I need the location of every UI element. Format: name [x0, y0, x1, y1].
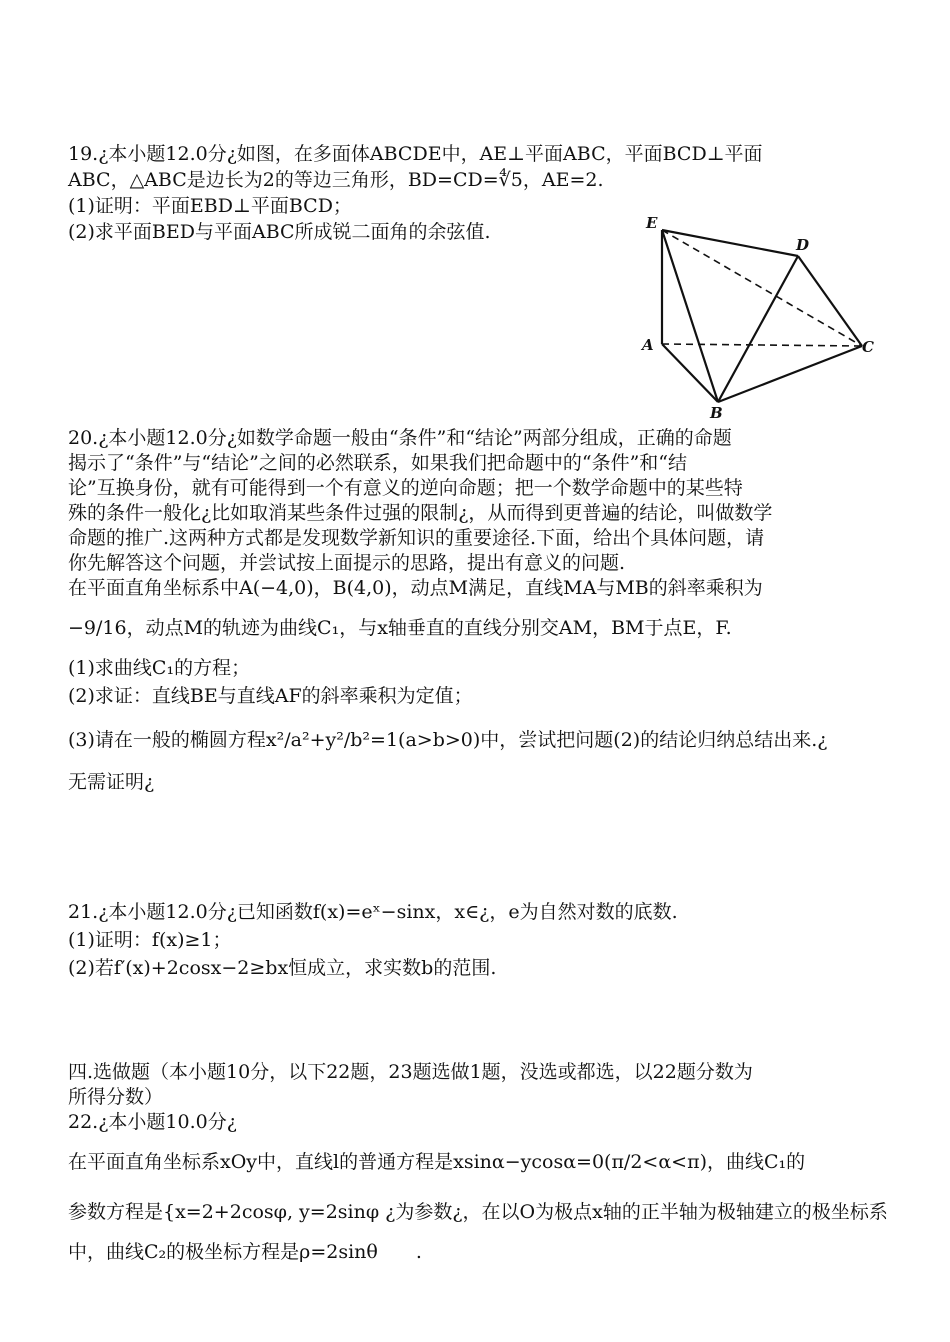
q20-line4: 殊的条件一般化¿比如取消某些条件过强的限制¿，从而得到更普遍的结论，叫做数学: [68, 502, 773, 524]
q21-part2: (2)若f′(x)+2cosx−2≥bx恒成立，求实数b的范围.: [68, 957, 497, 979]
q22-line2: 在平面直角坐标系xOy中，直线l的普通方程是xsinα−ycosα=0(π/2<α<π)，曲线C₁的: [68, 1151, 806, 1173]
q21-part1: (1)证明：f(x)≥1；: [68, 929, 232, 951]
q22-line1: 22.¿本小题10.0分¿: [68, 1111, 237, 1133]
q20-line3: 论”互换身份，就有可能得到一个有意义的逆向命题；把一个数学命题中的某些特: [68, 477, 743, 499]
q20-part1: (1)求曲线C₁的方程；: [68, 657, 251, 679]
q19-line2: ABC，△ABC是边长为2的等边三角形，BD=CD=∜5，AE=2.: [68, 169, 604, 191]
q20-part2: (2)求证：直线BE与直线AF的斜率乘积为定值；: [68, 685, 473, 707]
q22-line4: 中，曲线C₂的极坐标方程是ρ=2sinθ .: [68, 1241, 422, 1263]
label-c: C: [862, 338, 874, 356]
q20-part3b: 无需证明¿: [68, 771, 155, 793]
section4-line2: 所得分数）: [68, 1086, 164, 1108]
q19-part1: (1)证明：平面EBD⊥平面BCD；: [68, 195, 352, 217]
q20-line1: 20.¿本小题12.0分¿如数学命题一般由“条件”和“结论”两部分组成，正确的命题: [68, 427, 732, 449]
label-e: E: [646, 214, 658, 232]
q20-part3: (3)请在一般的椭圆方程x²/a²+y²/b²=1(a>b>0)中，尝试把问题(2)的结论归纳总结出来.¿: [68, 729, 828, 751]
q20-line6: 你先解答这个问题，并尝试按上面提示的思路，提出有意义的问题.: [68, 552, 626, 574]
label-a: A: [642, 336, 654, 354]
q22-line3: 参数方程是{x=2+2cosφ, y=2sinφ ¿为参数¿，在以O为极点x轴的正半轴为极轴建立的极坐标系: [68, 1201, 888, 1223]
label-d: D: [796, 236, 810, 254]
label-b: B: [710, 404, 723, 422]
polyhedron-diagram: [640, 212, 880, 422]
q20-line2: 揭示了“条件”与“结论”之间的必然联系，如果我们把命题中的“条件”和“结: [68, 452, 687, 474]
q20-line7: 在平面直角坐标系中A(−4,0)，B(4,0)，动点M满足，直线MA与MB的斜率乘积为: [68, 577, 763, 599]
q20-line5: 命题的推广.这两种方式都是发现数学新知识的重要途径.下面，给出个具体问题，请: [68, 527, 765, 549]
q21-line1: 21.¿本小题12.0分¿已知函数f(x)=eˣ−sinx，x∈¿，e为自然对数的底数.: [68, 901, 678, 923]
q20-line8: −9/16，动点M的轨迹为曲线C₁，与x轴垂直的直线分别交AM，BM于点E，F.: [68, 617, 732, 639]
q19-line1: 19.¿本小题12.0分¿如图，在多面体ABCDE中，AE⊥平面ABC，平面BCD⊥平面: [68, 143, 763, 165]
q19-part2: (2)求平面BED与平面ABC所成锐二面角的余弦值.: [68, 221, 491, 243]
section4-line1: 四.选做题（本小题10分，以下22题，23题选做1题，没选或都选，以22题分数为: [68, 1061, 753, 1083]
